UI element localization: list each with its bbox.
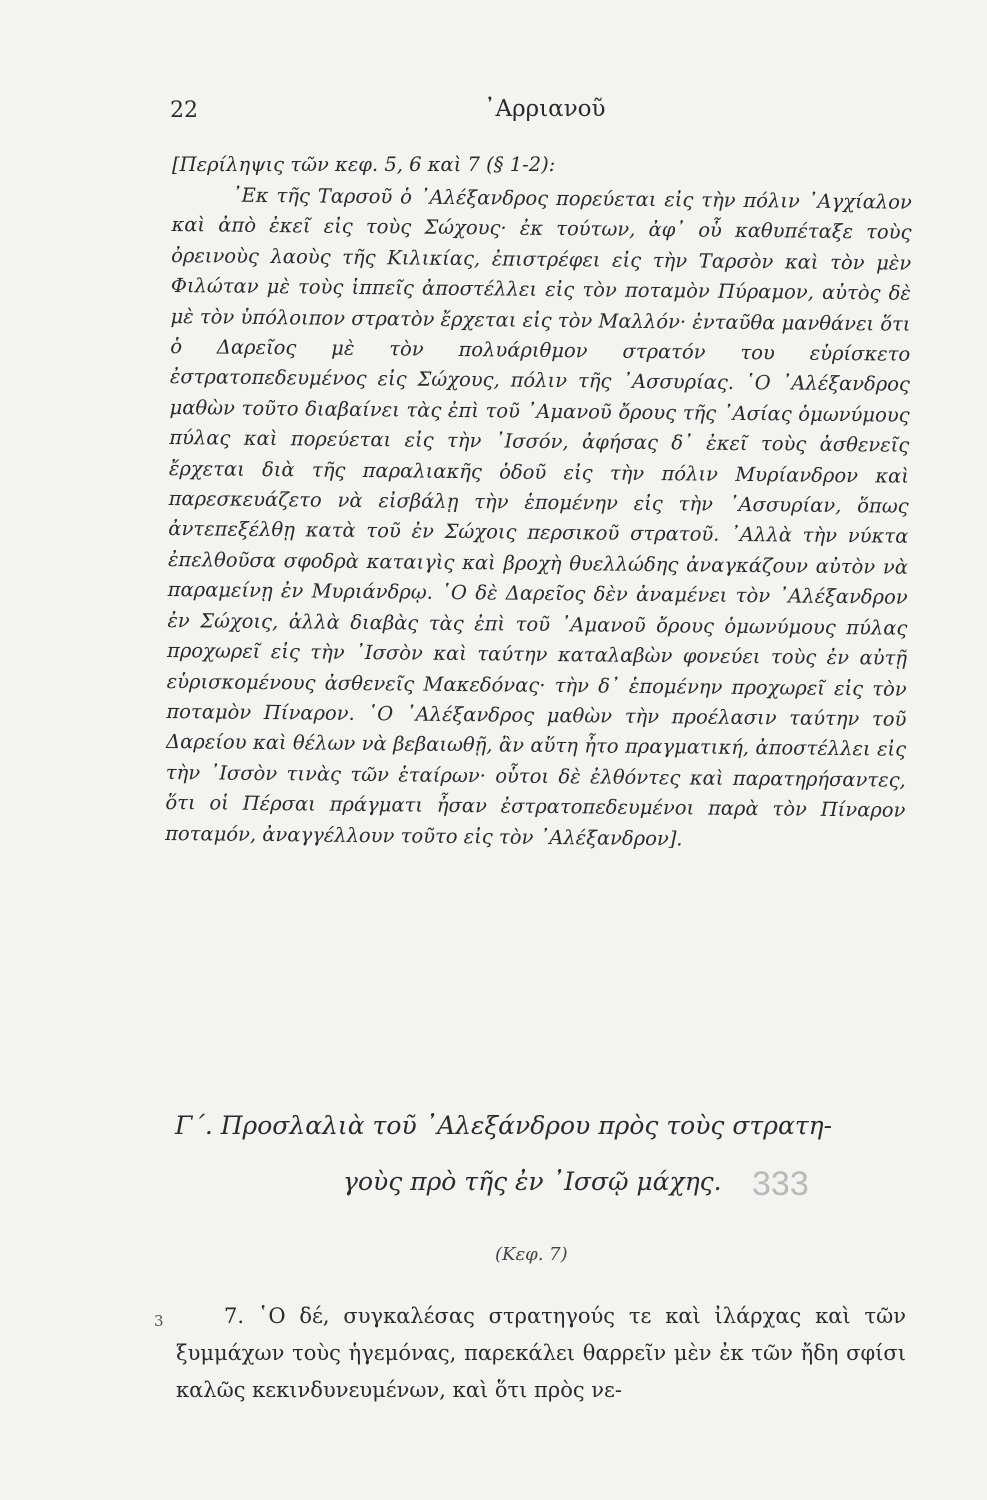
chapter-reference: (Κεφ. 7)	[495, 1244, 568, 1265]
page-number: 22	[170, 98, 198, 123]
chapter-summary	[165, 150, 912, 851]
section-heading-line-1: Γ΄. Προσλαλιὰ τοῦ ᾿Αλεξάνδρου πρὸς τοὺς στρατη-	[175, 1111, 833, 1140]
margin-number: 3	[154, 1312, 164, 1330]
main-paragraph-text: 7. ῾Ο δέ, συγκαλέσας στρατηγούς τε καὶ ἰλάρχας καὶ τῶν ξυμμάχων τοὺς ἡγεμόνας, παρεκάλει θαρρεῖν μὲν ἐκ τῶν ἤδη σφίσι καλῶς κεκινδυνευμένων, καὶ ὅτι πρὸς νε-	[176, 1304, 906, 1402]
section-heading-line-2: γοὺς πρὸ τῆς ἐν ᾿Ισσῷ μάχης.	[343, 1167, 722, 1196]
running-title: ᾿Αρριανοῦ	[484, 96, 606, 122]
summary-text: ᾿Εκ τῆς Ταρσοῦ ὁ ᾿Αλέξανδρος πορεύεται εἰς τὴν πόλιν ᾿Αγχίαλον καὶ ἀπὸ ἐκεῖ εἰς τοὺς Σώχους· ἐκ τούτων, ἀφ᾿ οὗ καθυπέταξε τοὺς ὀρεινοὺς λαοὺς τῆς Κιλικίας, ἐπιστρέφει εἰς τὴν Ταρσὸν καὶ τὸν μὲν Φιλώταν μὲ τοὺς ἱππεῖς ἀποστέλλει εἰς τὸν ποταμὸν Πύραμον, αὐτὸς δὲ μὲ τὸν ὑπόλοιπον στρατὸν ἔρχεται εἰς τὸν Μαλλόν· ἐνταῦθα μανθάνει ὅτι ὁ Δαρεῖος μὲ τὸν πολυάριθμον στρατόν του εὑρίσκετο ἐστρατοπεδευμένος εἰς Σώχους, πόλιν τῆς ᾿Ασσυρίας. ῾Ο ᾿Αλέξανδρος μαθὼν τοῦτο διαβαίνει τὰς ἐπὶ τοῦ ᾿Αμανοῦ ὄρους τῆς ᾿Ασίας ὁμωνύμους πύλας καὶ πορεύεται εἰς τὴν ᾿Ισσόν, ἀφήσας δ᾿ ἐκεῖ τοὺς ἀσθενεῖς ἔρχεται διὰ τῆς παραλιακῆς ὁδοῦ εἰς τὴν πόλιν Μυρίανδρον καὶ παρεσκευάζετο νὰ εἰσβάλῃ τὴν ἑπομένην εἰς τὴν ᾿Ασσυρίαν, ὅπως ἀντεπεξέλθῃ κατὰ τοῦ ἐν Σώχοις περσικοῦ στρατοῦ. ᾿Αλλὰ τὴν νύκτα ἐπελθοῦσα σφοδρὰ καταιγὶς καὶ βροχὴ θυελλώδης ἀναγκάζουν αὐτὸν νὰ παραμείνῃ ἐν Μυριάνδρῳ. ῾Ο δὲ Δαρεῖος δὲν ἀναμένει τὸν ᾿Αλέξανδρον ἐν Σώχοις, ἀλλὰ διαβὰς τὰς ἐπὶ τοῦ ᾿Αμανοῦ ὄρους ὁμωνύμους πύλας προχωρεῖ εἰς τὴν ᾿Ισσὸν καὶ ταύτην καταλαβὼν φονεύει τοὺς ἐν αὐτῇ εὑρισκομένους ἀσθενεῖς Μακεδόνας· τὴν δ᾿ ἑπομένην προχωρεῖ εἰς τὸν ποταμὸν Πίναρον. ῾Ο ᾿Αλέξανδρος μαθὼν τὴν προέλασιν ταύτην τοῦ Δαρείου καὶ θέλων νὰ βεβαιωθῇ, ἂν αὕτη ἦτο πραγματική, ἀποστέλλει εἰς τὴν ᾿Ισσὸν τινὰς τῶν ἑταίρων· οὗτοι δὲ ἐλθόντες καὶ παρατηρήσαντες, ὅτι οἱ Πέρσαι πράγματι ἦσαν ἐστρατοπεδευμένοι παρὰ τὸν Πίναρον ποταμόν, ἀναγγέλλουν τοῦτο εἰς τὸν ᾿Αλέξανδρον].	[165, 184, 912, 851]
summary-lead: [Περίληψις τῶν κεφ. 5, 6 καὶ 7 (§ 1-2):	[172, 153, 556, 176]
main-paragraph	[176, 1298, 906, 1409]
pencil-annotation: 333	[752, 1165, 809, 1203]
